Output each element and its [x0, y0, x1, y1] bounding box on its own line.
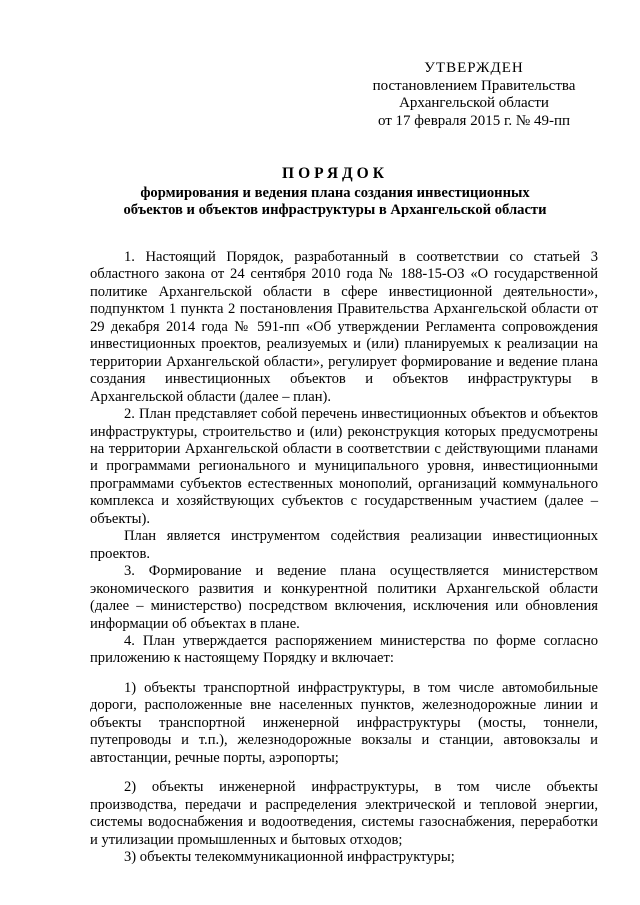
- document-title: ПОРЯДОК: [282, 165, 388, 182]
- paragraph-2: 2. План представляет собой перечень инвестиционных объектов и объектов инфраструктуры, строительство и (или) реконструкция которых предусмотрены на территории Архангельской области в соответствии с действующими планами и программами регионального и муниципального уровня, инвестиционными программами субъектов естественных монополий, организаций коммунального комплекса и хозяйствующих субъектов с государственным участием (далее – объекты).: [90, 406, 598, 527]
- list-item-3: 3) объекты телекоммуникационной инфраструктуры;: [124, 848, 455, 865]
- approval-heading: УТВЕРЖДЕН: [424, 60, 524, 76]
- document-body: [90, 249, 598, 866]
- approval-line: от 17 февраля 2015 г. № 49-пп: [377, 112, 571, 129]
- paragraph-4: 4. План утверждается распоряжением министерства по форме согласно приложению к настоящему Порядку и включает:: [90, 632, 598, 667]
- document-subtitle-line: формирования и ведения плана создания инвестиционных: [140, 185, 530, 201]
- approval-line: Архангельской области: [399, 95, 549, 111]
- document-subtitle-line: объектов и объектов инфраструктуры в Архангельской области: [123, 202, 547, 218]
- title-block: [70, 163, 600, 219]
- approval-line: постановлением Правительства: [372, 77, 576, 94]
- paragraph-1: 1. Настоящий Порядок, разработанный в соответствии со статьей 3 областного закона от 24 сентября 2010 года № 188-15-ОЗ «О государственной политике Архангельской области в сфере инвестиционной деятельности», подпунктом 1 пункта 2 постановления Правительства Архангельской области от 29 декабря 2014 года № 591-пп «Об утверждении Регламента сопровождения инвестиционных проектов, реализуемых и (или) планируемых к реализации на территории Архангельской области», регулирует формирование и ведение плана создания инвестиционных объектов и объектов инфраструктуры в Архангельской области (далее – план).: [90, 249, 598, 405]
- paragraph-2-note: План является инструментом содействия реализации инвестиционных проектов.: [90, 528, 598, 562]
- list-item-2: 2) объекты инженерной инфраструктуры, в том числе объекты производства, передачи и распределения электрической и тепловой энергии, системы водоснабжения и водоотведения, системы газоснабжения, переработки и утилизации промышленных и бытовых отходов;: [90, 779, 598, 848]
- approval-stamp: [348, 60, 600, 130]
- paragraph-3: 3. Формирование и ведение плана осуществляется министерством экономического развития и конкурентной политики Архангельской области (далее – министерство) посредством включения, исключения или обновления информации об объектах в плане.: [90, 563, 598, 632]
- list-item-1: 1) объекты транспортной инфраструктуры, в том числе автомобильные дороги, расположенные вне населенных пунктов, железнодорожные линии и объекты транспортной инженерной инфраструктуры (мосты, тоннели, путепроводы и т.п.), железнодорожные вокзалы и станции, автовокзалы и автостанции, речные порты, аэропорты;: [90, 679, 598, 766]
